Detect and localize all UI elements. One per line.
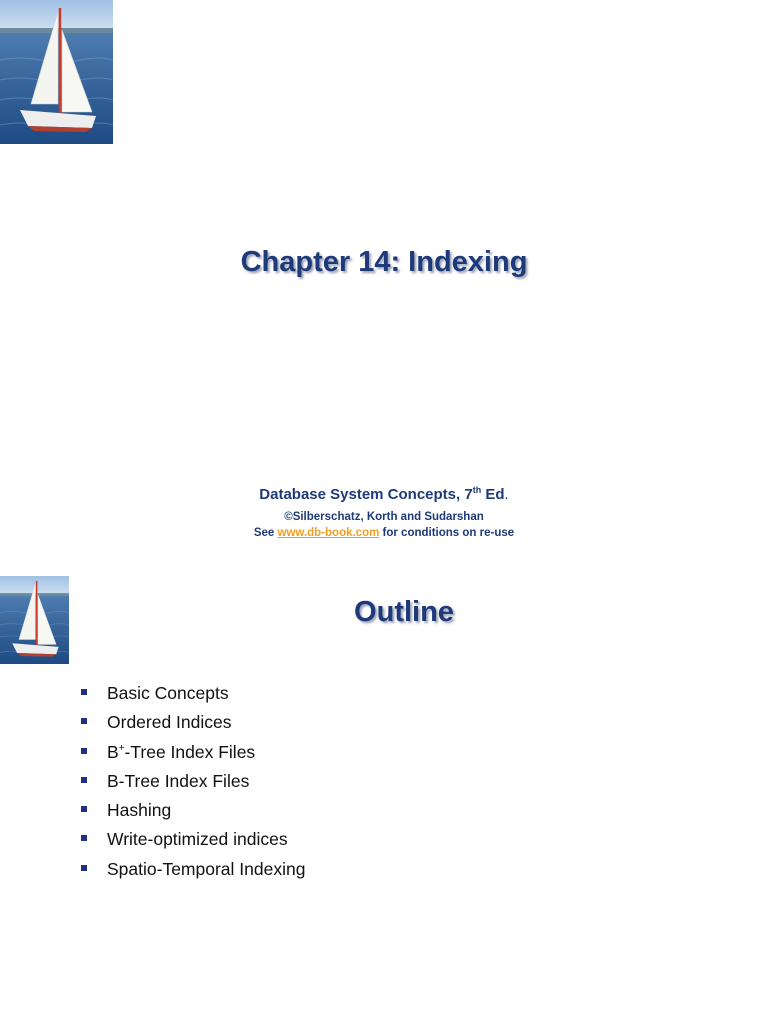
list-item-text: Ordered Indices	[107, 712, 232, 733]
reuse-line	[0, 525, 768, 541]
reuse-prefix: See	[253, 527, 278, 539]
book-title-text: Database System Concepts, 7	[259, 486, 473, 503]
list-item-text-post: -Tree Index Files	[124, 741, 256, 762]
list-item-text: Hashing	[107, 800, 172, 821]
list-item-text: Write-optimized indices	[107, 829, 288, 850]
list-item	[80, 681, 305, 710]
square-bullet-icon	[81, 689, 87, 695]
list-item	[80, 827, 305, 856]
reuse-suffix: for conditions on re-use	[379, 527, 515, 539]
list-item	[80, 740, 305, 769]
outline-list	[80, 681, 305, 886]
list-item-text-pre: B	[107, 741, 119, 762]
book-title-end: Ed	[481, 486, 505, 503]
outline-slide	[0, 576, 768, 1024]
copyright-line: ©Silberschatz, Korth and Sudarshan	[284, 511, 484, 523]
outline-title: Outline	[354, 596, 454, 628]
list-item-text: Basic Concepts	[107, 683, 229, 703]
list-item-superscript: +	[118, 742, 125, 754]
list-item-text: B-Tree Index Files	[107, 770, 250, 791]
list-item	[80, 798, 305, 827]
db-book-link[interactable]: www.db-book.com	[277, 527, 380, 539]
book-title	[0, 485, 768, 505]
list-item	[80, 769, 305, 798]
sailboat-logo-icon	[0, 0, 113, 144]
square-bullet-icon	[81, 748, 87, 754]
square-bullet-icon	[81, 835, 87, 841]
square-bullet-icon	[81, 718, 87, 724]
list-item	[80, 710, 305, 739]
book-info	[0, 485, 768, 541]
edition-superscript: th	[472, 485, 482, 495]
square-bullet-icon	[81, 806, 87, 812]
list-item-text: Spatio-Temporal Indexing	[107, 858, 306, 879]
chapter-title: Chapter 14: Indexing	[240, 246, 528, 278]
list-item	[80, 857, 305, 886]
book-title-dot: .	[504, 486, 509, 503]
square-bullet-icon	[81, 777, 87, 783]
square-bullet-icon	[81, 865, 87, 871]
